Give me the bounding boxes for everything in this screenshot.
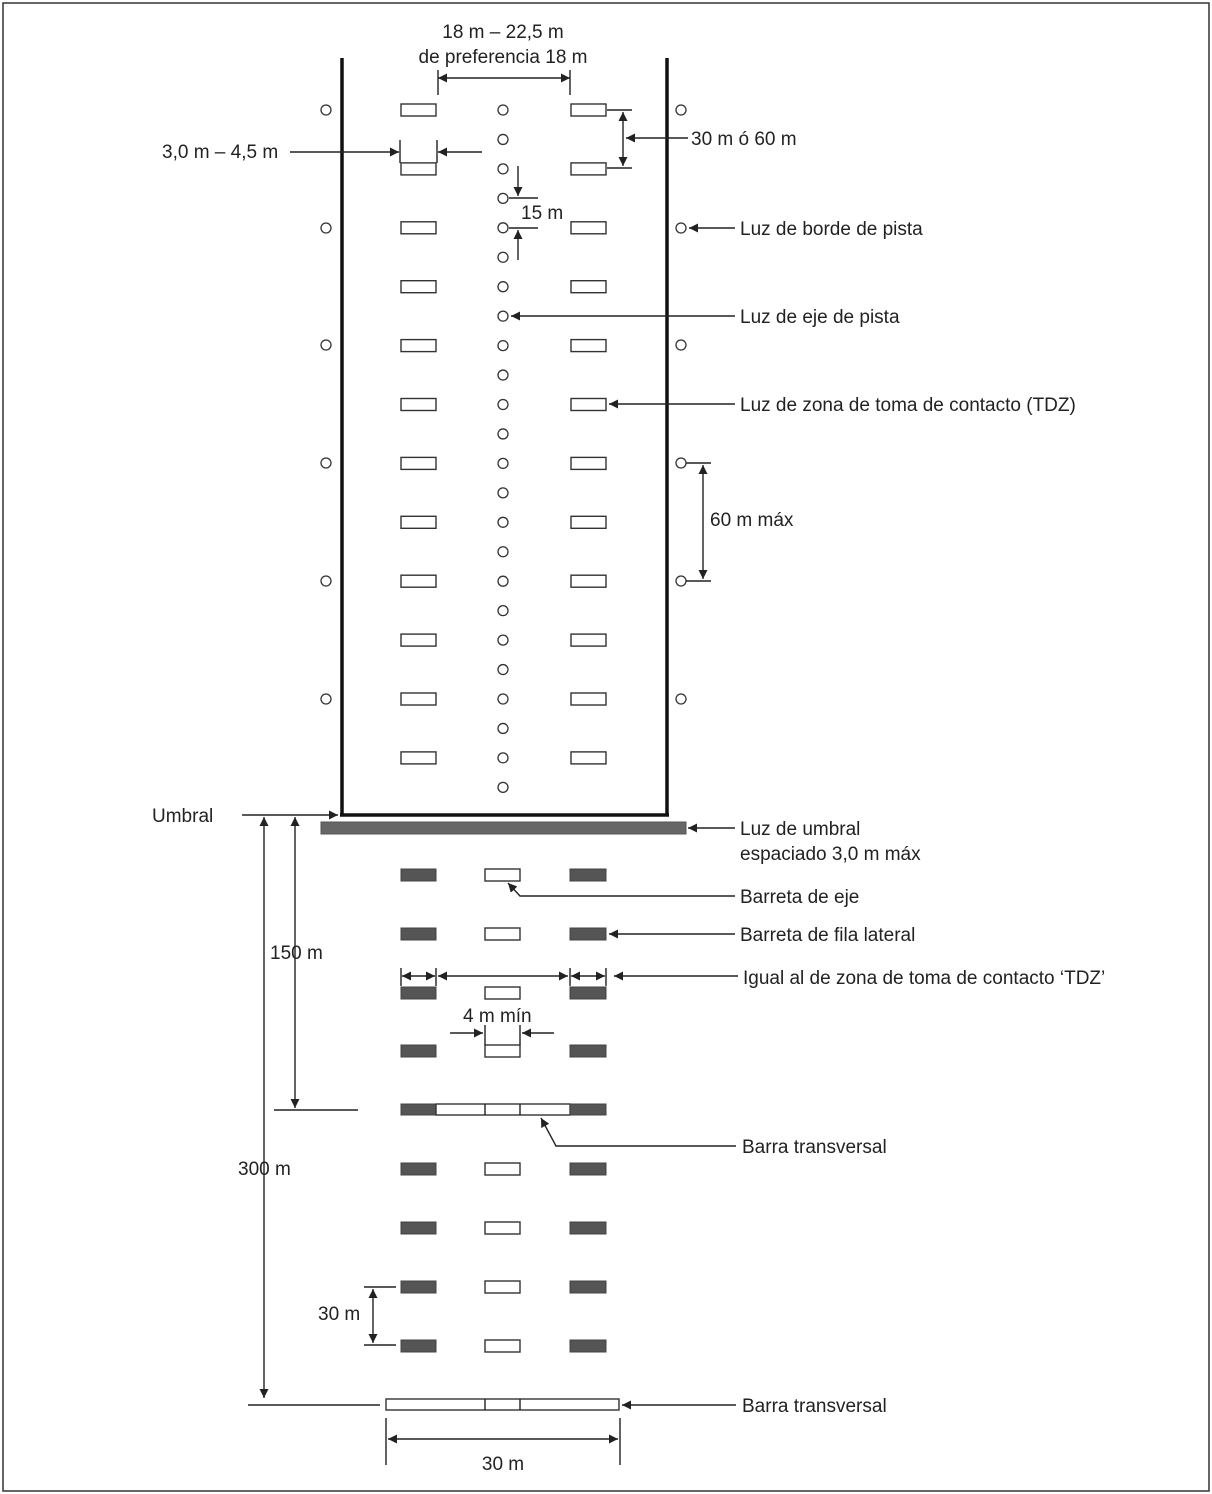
dist-300m-label: 300 m: [238, 1159, 291, 1180]
threshold-light-bar: [321, 822, 686, 834]
centerline-light: [498, 665, 508, 675]
tdz-light-bar: [571, 163, 606, 175]
edge-light: [321, 694, 331, 704]
edge-light: [676, 694, 686, 704]
tdz-light-bar: [401, 693, 436, 705]
center-barrette: [485, 1163, 520, 1175]
center-barrette: [485, 1281, 520, 1293]
tdz-light-bar: [401, 575, 436, 587]
threshold-callout: [152, 806, 338, 827]
edge-light: [321, 576, 331, 586]
runway-centerline-lights: [498, 105, 508, 792]
tdz-light-bar: [571, 340, 606, 352]
tdz-light-bar: [401, 634, 436, 646]
edge-light: [321, 223, 331, 233]
edge-light: [676, 576, 686, 586]
tdz-light-bar: [401, 104, 436, 116]
centerline-light: [498, 547, 508, 557]
side-row-barrette: [401, 1222, 436, 1234]
tdz-bar-length-dimension: [162, 140, 482, 163]
edge-light: [321, 105, 331, 115]
centerline-light: [498, 753, 508, 763]
tdz-light-bar: [401, 163, 436, 175]
min-4m-label: 4 m mín: [463, 1006, 532, 1027]
crossbar-1-label: Barra transversal: [742, 1137, 887, 1158]
centerline-light: [498, 164, 508, 174]
side-row-barrette: [401, 987, 436, 999]
barrette-spacing-dimension: [318, 1287, 396, 1345]
centerline-light: [498, 429, 508, 439]
centerline-light: [498, 782, 508, 792]
centerline-light: [498, 252, 508, 262]
crossbar-width-label: 30 m: [481, 1454, 525, 1475]
edge-light: [676, 458, 686, 468]
crossbar-2-callout: [622, 1396, 887, 1417]
center-barrette: [485, 1340, 520, 1352]
tdz-light-bar: [401, 222, 436, 234]
centerline-light: [498, 223, 508, 233]
tdz-light-bar: [401, 340, 436, 352]
width-range-label: 18 m – 22,5 m: [442, 22, 564, 43]
side-row-barrette: [401, 928, 436, 940]
centerline-light: [498, 134, 508, 144]
tdz-light-bar: [401, 399, 436, 411]
threshold-light-label-2: espaciado 3,0 m máx: [740, 844, 921, 865]
centerline-light: [498, 694, 508, 704]
side-row-barrette: [401, 1045, 436, 1057]
center-barrette: [485, 869, 520, 881]
side-row-barrette: [570, 987, 606, 999]
same-as-tdz-dimension: [401, 968, 1105, 989]
tdz-light-bar: [571, 516, 606, 528]
side-row-barrette: [401, 869, 436, 881]
tdz-bar-length-label: 3,0 m – 4,5 m: [162, 142, 279, 163]
centerline-spacing-label: 15 m: [521, 203, 564, 224]
edge-light: [676, 340, 686, 350]
threshold-light-label-1: Luz de umbral: [740, 819, 861, 840]
centerline-light: [498, 606, 508, 616]
centerline-light: [498, 282, 508, 292]
threshold-label: Umbral: [152, 806, 214, 827]
centerline-light: [498, 370, 508, 380]
centerline-light: [498, 193, 508, 203]
tdz-light-bar: [401, 516, 436, 528]
centerline-light: [498, 311, 508, 321]
tdz-light-bar: [571, 281, 606, 293]
side-row-barrette: [570, 1045, 606, 1057]
tdz-light-bar: [571, 575, 606, 587]
center-barrette: [485, 1222, 520, 1234]
tdz-spacing-dimension: [607, 110, 797, 168]
centerline-spacing-dimension: [509, 166, 563, 260]
centerline-light: [498, 488, 508, 498]
centerline-light: [498, 576, 508, 586]
side-row-barrette-callout: [609, 925, 915, 946]
center-barrette-label: Barreta de eje: [740, 887, 860, 908]
centerline-light-label: Luz de eje de pista: [740, 307, 900, 328]
tdz-spacing-label: 30 m ó 60 m: [691, 129, 797, 150]
crossbar-2-label: Barra transversal: [742, 1396, 887, 1417]
centerline-light: [498, 517, 508, 527]
width-preference-label: de preferencia 18 m: [418, 47, 588, 68]
edge-light-label: Luz de borde de pista: [740, 219, 923, 240]
crossbar-width-dimension: [386, 1418, 620, 1475]
side-row-barrette: [401, 1281, 436, 1293]
centerline-light: [498, 105, 508, 115]
centerline-light: [498, 400, 508, 410]
tdz-light-callout: [609, 395, 1076, 416]
edge-light: [321, 340, 331, 350]
runway-width-dimension: [419, 22, 588, 95]
centerline-light: [498, 341, 508, 351]
side-row-barrette: [570, 1281, 606, 1293]
side-row-barrette: [570, 1222, 606, 1234]
edge-spacing-dimension: [686, 463, 794, 581]
tdz-light-bar: [571, 693, 606, 705]
edge-light: [676, 223, 686, 233]
crossbar-150m: [401, 1104, 606, 1115]
centerline-light: [498, 458, 508, 468]
side-row-barrette: [570, 928, 606, 940]
side-row-barrette-label: Barreta de fila lateral: [740, 925, 916, 946]
center-barrette-callout: [508, 883, 859, 908]
edge-light: [321, 458, 331, 468]
same-as-tdz-label: Igual al de zona de toma de contacto ‘TDZ’: [743, 968, 1106, 989]
threshold-light-callout: [688, 819, 921, 865]
centerline-light: [498, 635, 508, 645]
crossbar-300m: [386, 1399, 619, 1410]
center-barrette: [485, 1045, 520, 1057]
side-row-barrette: [401, 1340, 436, 1352]
tdz-light-bar: [571, 634, 606, 646]
tdz-light-bar: [571, 222, 606, 234]
side-row-barrette: [570, 1163, 606, 1175]
dist-150m-label: 150 m: [270, 943, 323, 964]
centerline-light-callout: [511, 307, 900, 328]
dist-150m-dimension: [270, 817, 358, 1110]
center-barrette: [485, 987, 520, 999]
side-row-barrette: [570, 1340, 606, 1352]
edge-spacing-label: 60 m máx: [710, 510, 794, 531]
side-row-barrette: [570, 869, 606, 881]
side-row-barrette: [401, 1163, 436, 1175]
edge-light-callout: [689, 219, 923, 240]
tdz-light-label: Luz de zona de toma de contacto (TDZ): [740, 395, 1076, 416]
edge-light: [676, 105, 686, 115]
tdz-light-bar: [571, 457, 606, 469]
crossbar-1-callout: [541, 1118, 887, 1158]
tdz-light-bar: [401, 752, 436, 764]
tdz-light-bar: [571, 399, 606, 411]
tdz-light-bar: [571, 104, 606, 116]
tdz-light-bar: [401, 457, 436, 469]
barrette-spacing-label: 30 m: [318, 1304, 361, 1325]
tdz-light-bar: [401, 281, 436, 293]
tdz-light-bar: [571, 752, 606, 764]
center-barrette: [485, 928, 520, 940]
min-4m-dimension: [450, 1006, 554, 1045]
centerline-light: [498, 723, 508, 733]
